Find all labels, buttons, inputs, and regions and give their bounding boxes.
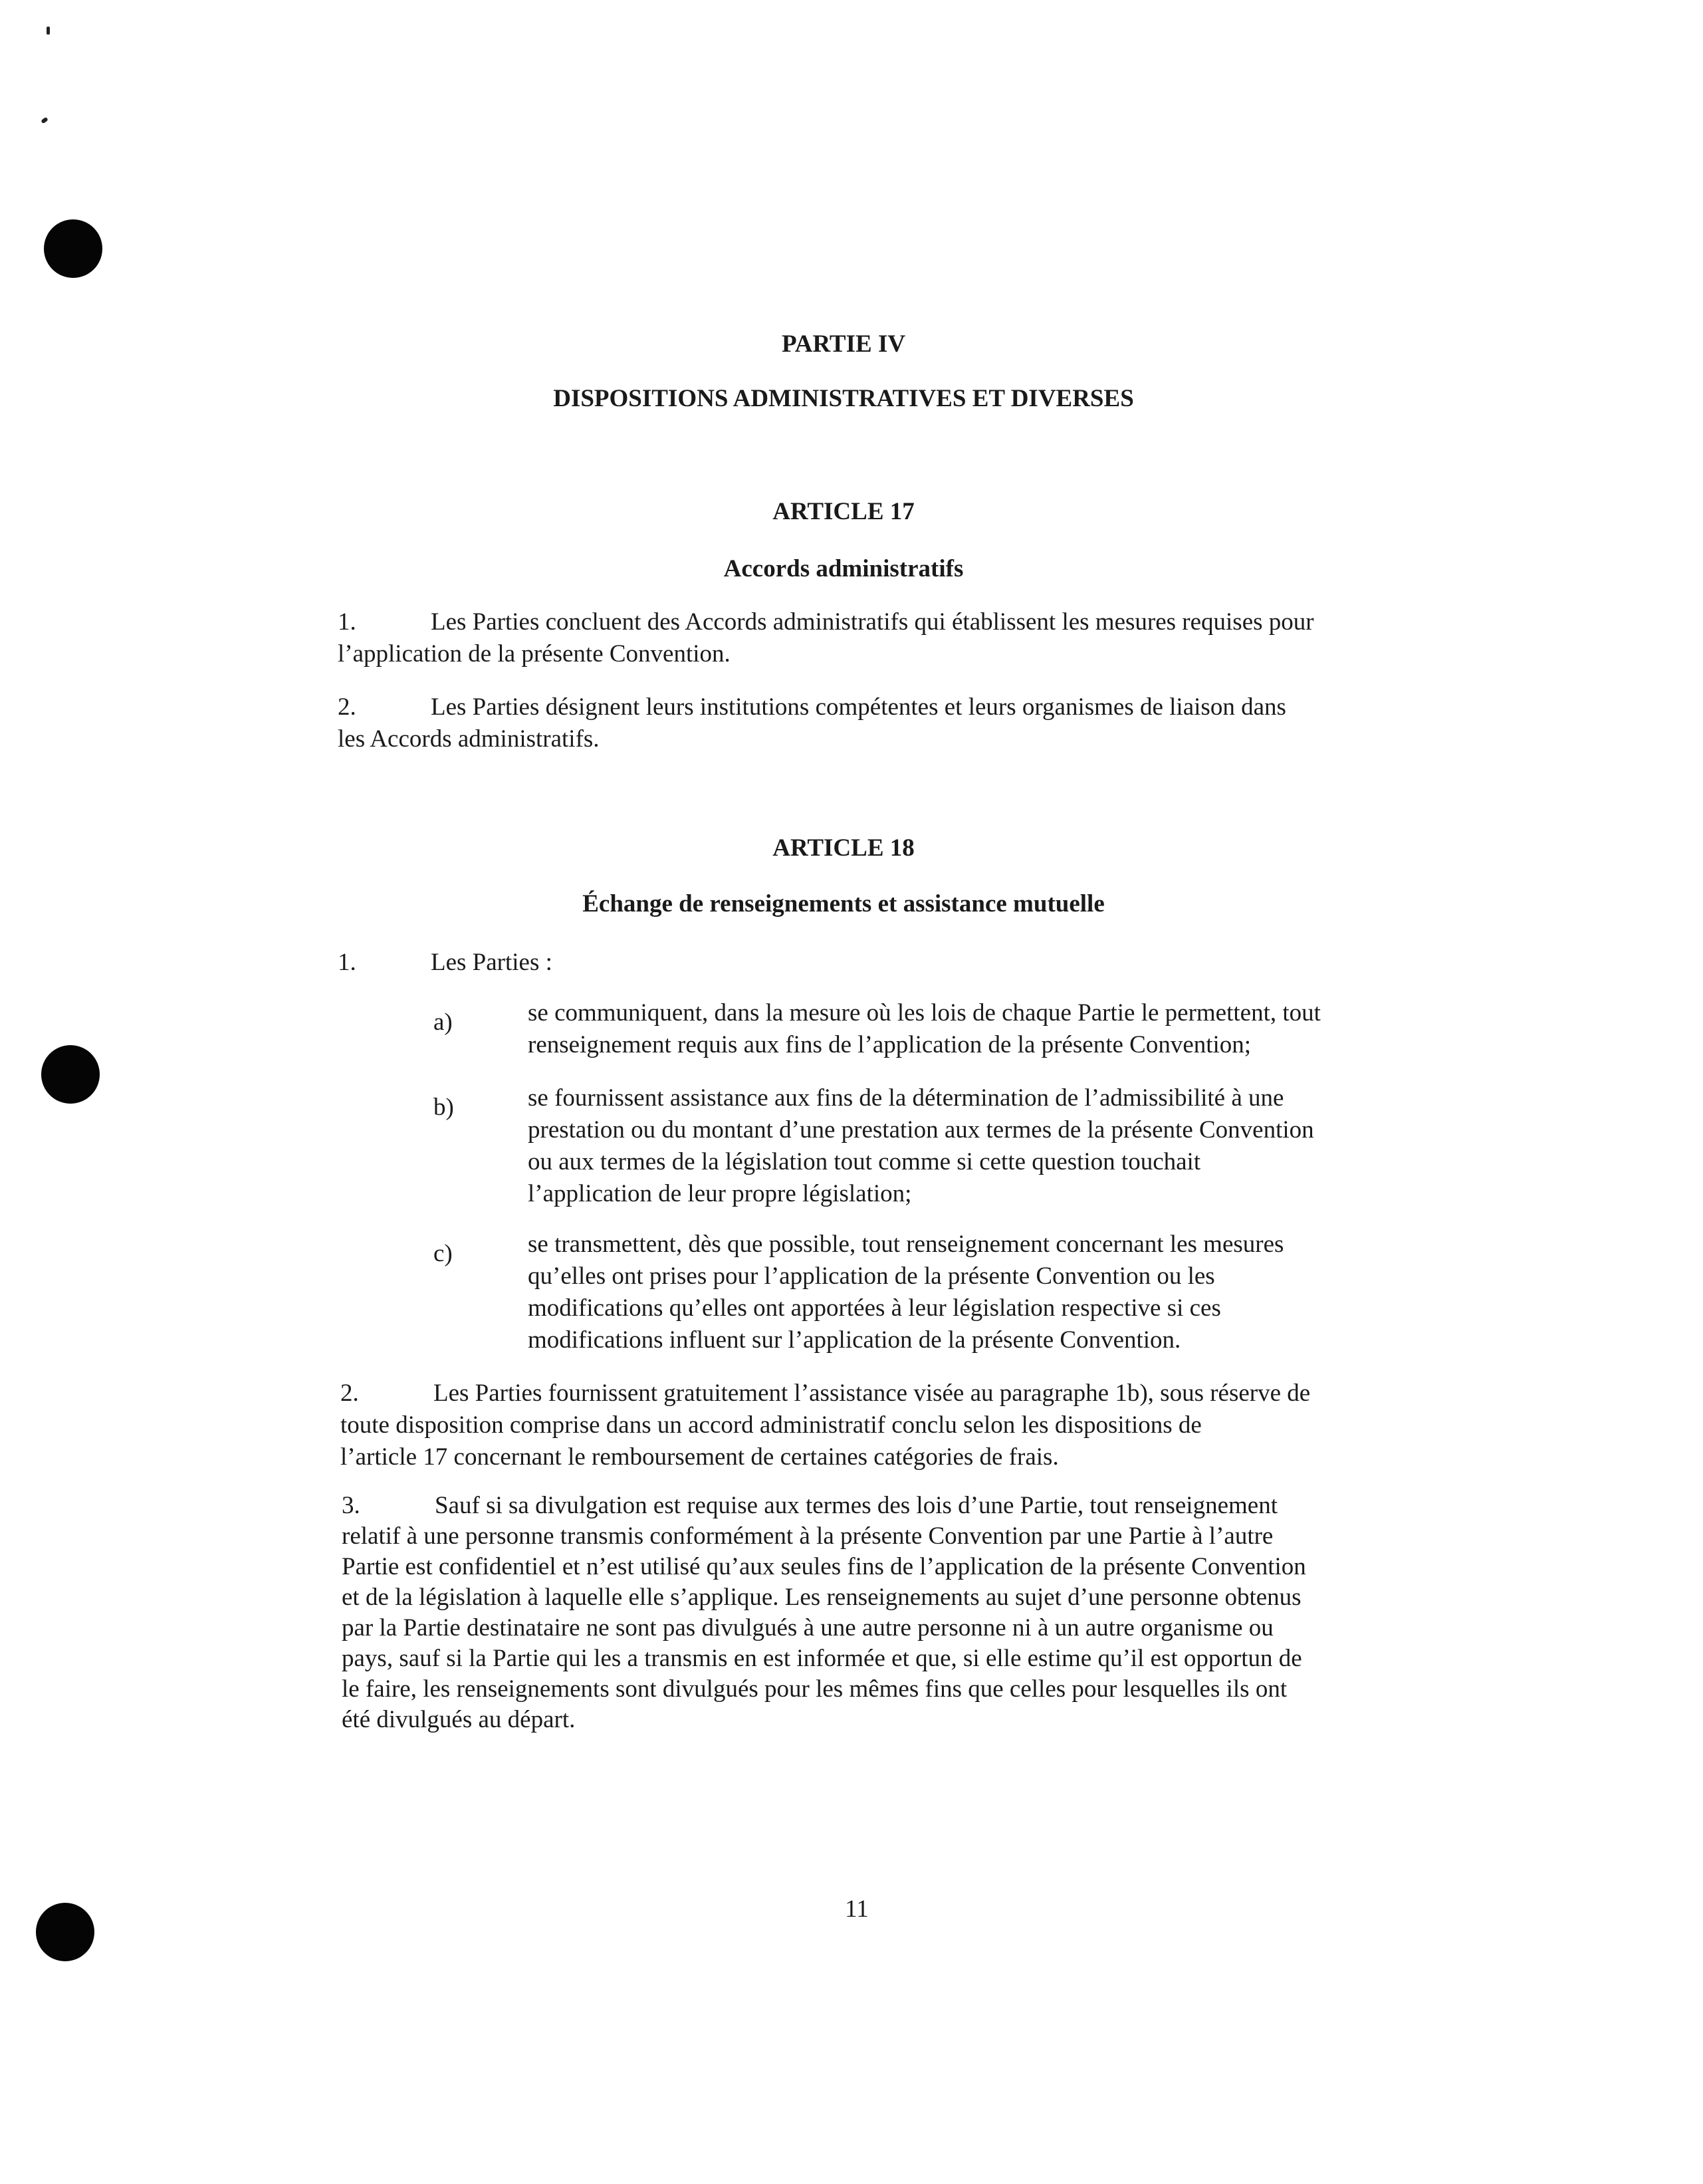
paragraph-number: 1. [338, 949, 356, 976]
list-item-letter: b) [433, 1094, 454, 1121]
page-number: 11 [845, 1895, 869, 1923]
list-item-letter: c) [433, 1240, 453, 1267]
paragraph-number: 1. [338, 608, 356, 636]
list-item-b: se fournissent assistance aux fins de la détermination de l’admissibilité à une prestation ou du montant d’une prestation aux termes de la présente Convention ou aux termes de la législation tout comme si cette question touchait l’application de leur propre législation; [528, 1084, 1314, 1207]
part-title: PARTIE IV [781, 330, 906, 358]
paragraph-number: 2. [340, 1380, 359, 1407]
article-18-paragraph-2: 2. Les Parties fournissent gratuitement l’assistance visée au paragraphe 1b), sous réserve de toute disposition comprise dans un accord administratif conclu selon les dispositions de l’article 17 concernant le remboursement de certaines catégories de frais. [340, 1378, 1310, 1473]
scan-mark [47, 27, 50, 35]
paragraph-number: 2. [338, 693, 356, 721]
article-18-paragraph-1-intro: 1. Les Parties : [338, 947, 552, 979]
article-17-subtitle: Accords administratifs [723, 555, 964, 582]
part-subtitle: DISPOSITIONS ADMINISTRATIVES ET DIVERSES [553, 385, 1134, 412]
article-17-paragraph-1: 1. Les Parties concluent des Accords administratifs qui établissent les mesures requises pour l’application de la présente Convention. [338, 606, 1314, 670]
article-17-title: ARTICLE 17 [772, 498, 915, 525]
scan-mark [41, 117, 49, 124]
article-18-subtitle: Échange de renseignements et assistance mutuelle [582, 890, 1105, 917]
punch-hole-top [44, 219, 102, 278]
list-item-c: se transmettent, dès que possible, tout renseignement concernant les mesures qu’elles ont prises pour l’application de la présente Convention ou les modifications qu’elles ont apportées à leur législation respective si ces modifications influent sur l’application de la présente Convention. [528, 1231, 1284, 1354]
article-18-paragraph-3: 3. Sauf si sa divulgation est requise aux termes des lois d’une Partie, tout renseignement relatif à une personne transmis conformément à la présente Convention par une Partie à l’autre Partie est confidentiel et n’est utilisé qu’aux seules fins de l’application de la présente Convention et de la législation à laquelle elle s’applique. Les renseignements au sujet d’une personne obtenus par la Partie destinataire ne sont pas divulgués à une autre personne ni à un autre organisme ou pays, sauf si la Partie qui les a transmis en est informée et que, si elle estime qu’il est opportun de le faire, les renseignements sont divulgués pour les mêmes fins que celles pour lesquelles ils ont été divulgués au départ. [342, 1492, 1306, 1733]
list-item-a: se communiquent, dans la mesure où les lois de chaque Partie le permettent, tout renseignement requis aux fins de l’application de la présente Convention; [528, 999, 1321, 1058]
article-17-paragraph-2: 2. Les Parties désignent leurs institutions compétentes et leurs organismes de liaison dans les Accords administratifs. [338, 691, 1286, 755]
article-18-title: ARTICLE 18 [772, 834, 915, 862]
punch-hole-middle [41, 1045, 100, 1104]
paragraph-number: 3. [342, 1492, 360, 1519]
list-item-letter: a) [433, 1009, 453, 1036]
